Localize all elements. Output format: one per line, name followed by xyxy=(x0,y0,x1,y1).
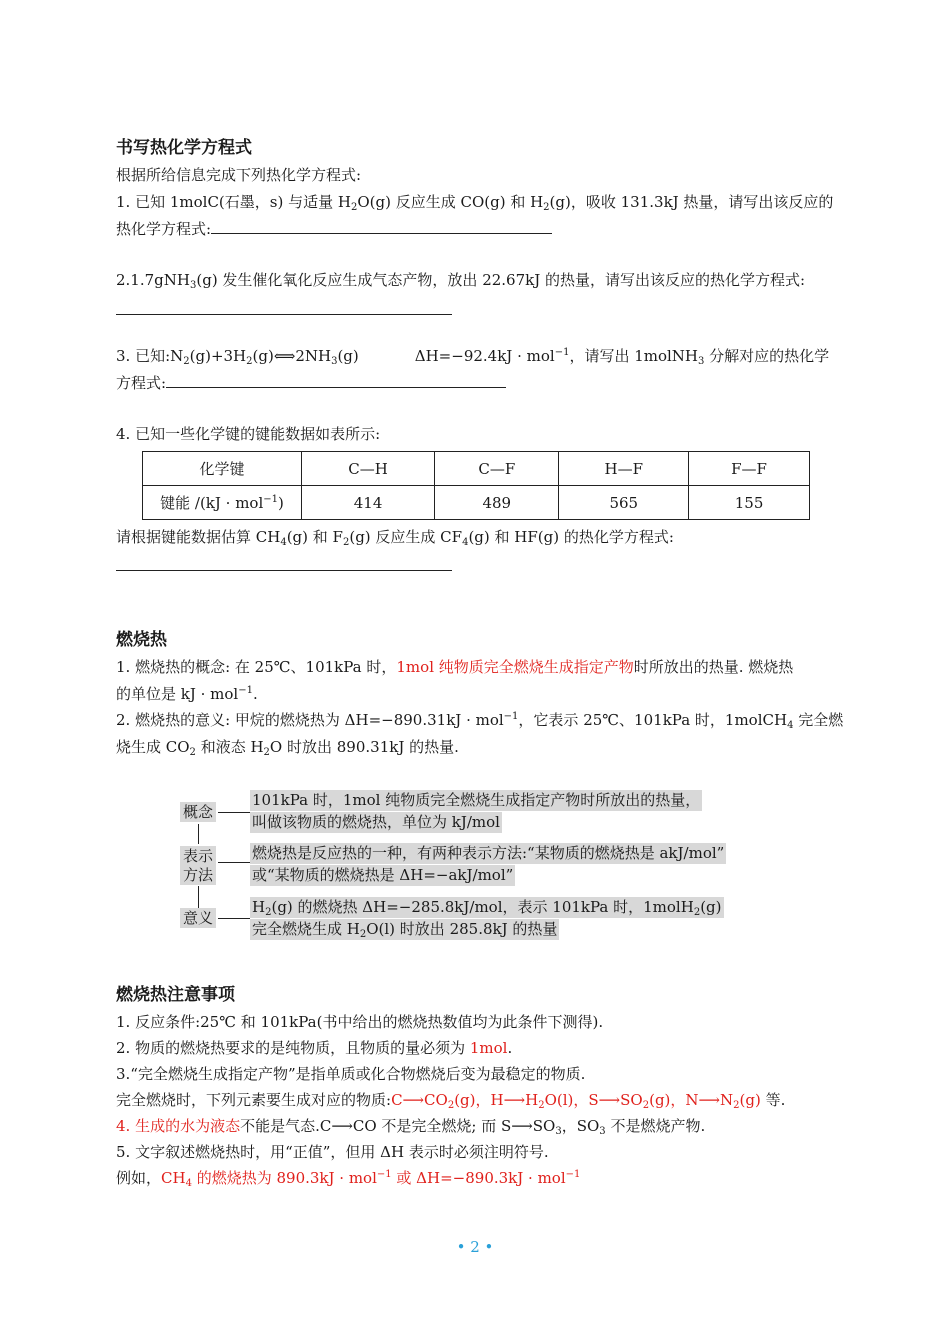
question-3-answer-line: 方程式: xyxy=(116,373,506,393)
diagram-label-concept: 概念 xyxy=(180,802,216,822)
diagram-meaning-line1: $H_2(g)$ 的燃烧热 ΔH=−285.8kJ/mol，表示 101kPa 时，1molH$_2$(g) xyxy=(252,898,722,918)
answer-blank-1[interactable] xyxy=(211,219,552,234)
combustion-meaning: 2. 燃烧热的意义: 甲烷的燃烧热为 ΔH=−890.31kJ · mol$^{-1}$，它表示 25℃、101kPa 时，1molCH$_4$ 完全燃 xyxy=(116,711,844,731)
diagram-label-method-1: 表示 xyxy=(180,846,216,866)
table-header-cell: H—F xyxy=(559,452,689,486)
diagram-method-line1: 燃烧热是反应热的一种，有两种表示方法:“某物质的燃烧热是 akJ/mol” xyxy=(252,844,725,862)
connector-line xyxy=(198,824,199,844)
section-title-thermo-equations: 书写热化学方程式 xyxy=(116,138,252,158)
question-1-answer-line: 热化学方程式: xyxy=(116,219,552,239)
table-cell: 155 xyxy=(689,486,810,520)
connector-line xyxy=(218,812,250,813)
combustion-concept: 1. 燃烧热的概念: 在 25℃、101kPa 时，1mol 纯物质完全燃烧生成指定产物时所放出的热量. 燃烧热 xyxy=(116,658,794,676)
section1-intro: 根据所给信息完成下列热化学方程式: xyxy=(116,166,362,184)
section-title-combustion-heat: 燃烧热 xyxy=(116,630,167,650)
table-header-cell: C—F xyxy=(435,452,559,486)
note-2: 2. 物质的燃烧热要求的是纯物质，且物质的量必须为 1mol. xyxy=(116,1039,513,1057)
question-4-intro: 4. 已知一些化学键的键能数据如表所示: xyxy=(116,425,381,443)
diagram-meaning-line2: 完全燃烧生成 $H_2O(l)$ 时放出 285.8kJ 的热量 xyxy=(252,920,558,940)
note-4: 4. 生成的水为液态不能是气态.C⟶CO 不是完全燃烧; 而 $S⟶SO_3$，$SO_3$ 不是燃烧产物. xyxy=(116,1117,706,1137)
table-header-cell: C—H xyxy=(302,452,435,486)
diagram-concept-line2: 叫做该物质的燃烧热，单位为 kJ/mol xyxy=(252,813,500,831)
note-5: 5. 文字叙述燃烧热时，用“正值”，但用 ΔH 表示时必须注明符号. xyxy=(116,1143,549,1161)
note-3-products: 完全燃烧时，下列元素要生成对应的物质$:C⟶CO_2(g)$，$H⟶H_2O(l)$，$S⟶SO_2(g)$，$N⟶N_2(g)$ 等. xyxy=(116,1091,786,1111)
question-4-ask: 请根据键能数据估算 $CH_4(g)$ 和 $F_2(g)$ 反应生成 $CF_4(g)$ 和 HF(g) 的热化学方程式: xyxy=(116,528,674,548)
note-3: 3.“完全燃烧生成指定产物”是指单质或化合物燃烧后变为最稳定的物质. xyxy=(116,1065,586,1083)
diagram-method-line2: 或“某物质的燃烧热是 ΔH=−akJ/mol” xyxy=(252,866,514,884)
question-3: 3. 已知$:N_2(g)+3H_2(g)⟺2NH_3(g) \Delta H=-92.4kJ \cdot mol^{-1}$，请写出 1molNH$_3$ 分解对应的热化学 xyxy=(116,347,830,367)
table-header-cell: F—F xyxy=(689,452,810,486)
answer-blank-4[interactable] xyxy=(116,570,452,571)
diagram-label-meaning: 意义 xyxy=(180,908,216,928)
combustion-unit: 的单位是 kJ · mol$^{-1}$. xyxy=(116,685,258,703)
question-2: 2.1.7gNH$_3$(g) 发生催化氧化反应生成气态产物，放出 22.67kJ 的热量，请写出该反应的热化学方程式: xyxy=(116,271,806,291)
combustion-meaning-cont: 烧生成 $CO_2$ 和液态 $H_2O$ 时放出 890.31kJ 的热量. xyxy=(116,738,459,758)
connector-line xyxy=(198,886,199,908)
section-title-notes: 燃烧热注意事项 xyxy=(116,985,235,1005)
connector-line xyxy=(218,918,250,919)
table-header-row xyxy=(143,452,810,486)
table-cell: 565 xyxy=(559,486,689,520)
connector-line xyxy=(218,862,250,863)
table-cell: 414 xyxy=(302,486,435,520)
note-example: 例如，$CH_4$ 的燃烧热为 890.3kJ · mol$^{-1}$ 或 ΔH=−890.3kJ · mol$^{-1}$ xyxy=(116,1169,581,1189)
answer-blank-2[interactable] xyxy=(116,314,452,315)
note-1: 1. 反应条件:25℃ 和 101kPa(书中给出的燃烧热数值均为此条件下测得). xyxy=(116,1013,604,1031)
answer-blank-3[interactable] xyxy=(166,373,506,388)
table-row-label: 键能 /(kJ · mol$^{-1}$) xyxy=(143,486,302,520)
bond-energy-table xyxy=(142,451,810,520)
table-row xyxy=(143,486,810,520)
question-1: 1. 已知 1molC(石墨，s) 与适量 $H_2O(g)$ 反应生成 CO(g) 和 $H_2(g)$，吸收 131.3kJ 热量，请写出该反应的 xyxy=(116,193,834,213)
diagram-label-method-2: 方法 xyxy=(180,865,216,885)
table-header-cell: 化学键 xyxy=(143,452,302,486)
diagram-concept-line1: 101kPa 时，1mol 纯物质完全燃烧生成指定产物时所放出的热量， xyxy=(252,791,701,809)
page-number: • 2 • xyxy=(456,1238,494,1256)
table-cell: 489 xyxy=(435,486,559,520)
